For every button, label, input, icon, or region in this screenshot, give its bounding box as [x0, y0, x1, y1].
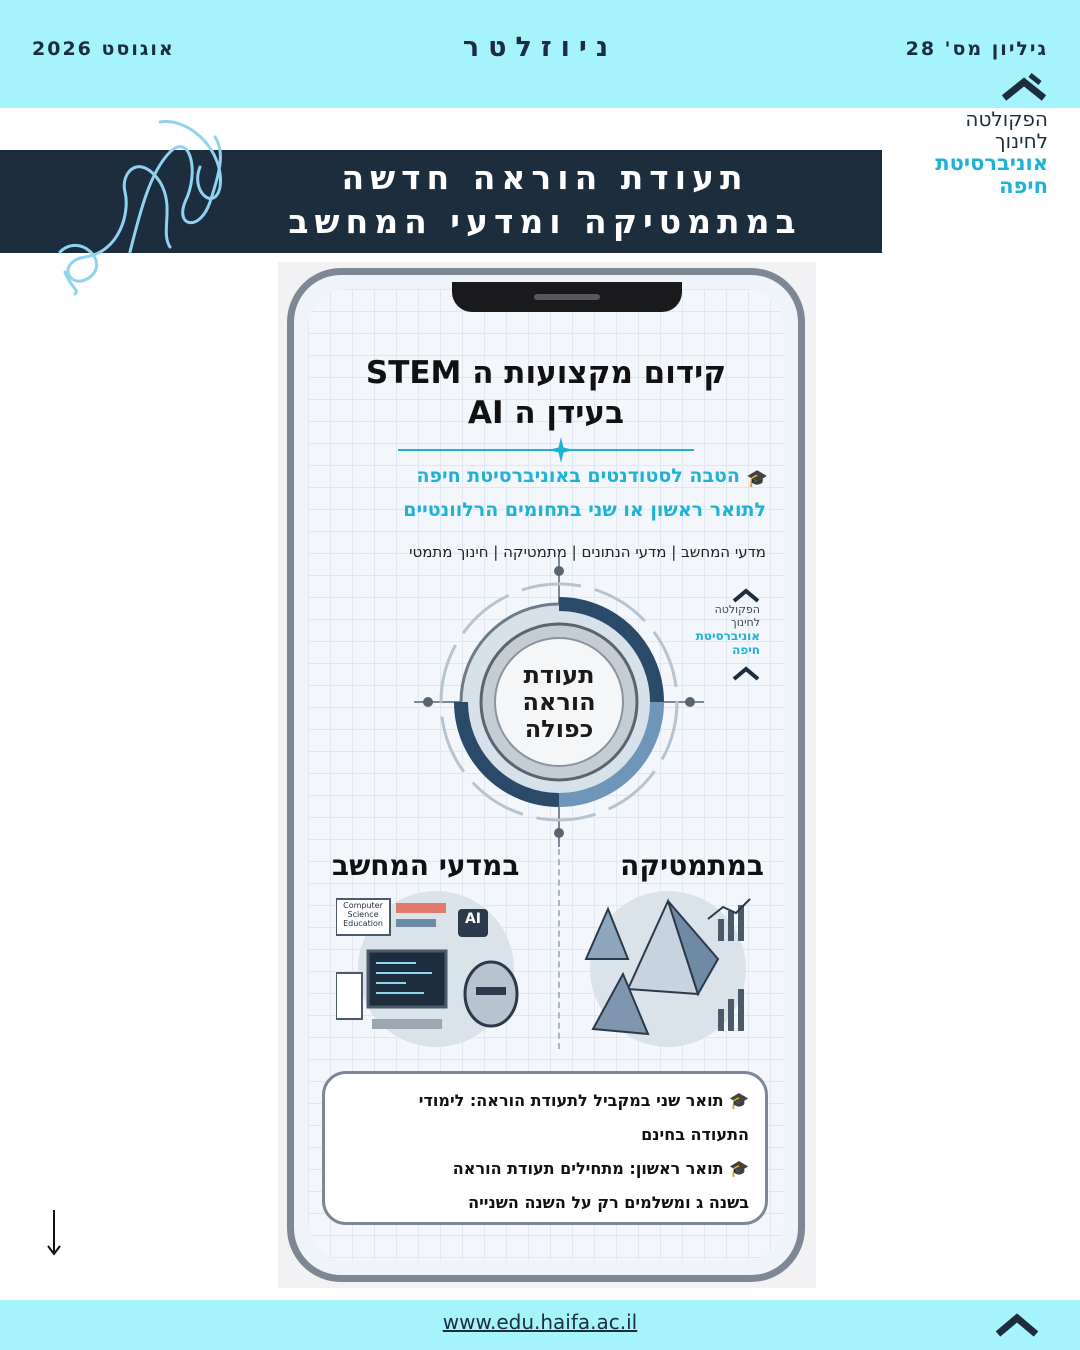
mini-faculty-logo: [670, 585, 760, 681]
sparkle-icon: [548, 437, 574, 463]
banner-line-1: תעודת הוראה חדשה: [341, 158, 749, 197]
newsletter-title: ניוזלטר: [462, 32, 618, 63]
benefit-item-2a-text: תואר ראשון: מתחילים תעודת הוראה: [452, 1159, 724, 1178]
website-link[interactable]: www.edu.haifa.ac.il: [442, 1310, 638, 1334]
ai-label: AI: [464, 911, 482, 927]
math-heading: במתמטיקה: [620, 849, 764, 882]
benefits-box: [322, 1071, 768, 1225]
stem-headline-2: בעידן ה AI: [468, 395, 624, 431]
cs-heading: במדעי המחשב: [332, 849, 520, 882]
mini-logo-line-1: הפקולטה: [714, 603, 760, 616]
logo-line-university: אוניברסיטת: [935, 151, 1048, 175]
footer-bar: [0, 1300, 1080, 1350]
headline-divider: [398, 449, 694, 451]
graduation-cap-icon: 🎓: [746, 469, 768, 489]
logo-line-education: לחינוך: [994, 129, 1048, 153]
fields-list: מדעי המחשב | מדעי הנתונים | מתמטיקה | חינוך מתמטי: [409, 543, 766, 561]
phone-frame: [287, 268, 805, 1282]
dial-line-1: תעודת: [523, 660, 595, 689]
issue-number: גיליון מס' 28: [905, 38, 1048, 60]
dial-line-3: כפולה: [524, 714, 594, 743]
dial-label: [414, 557, 704, 847]
benefit-line-1: הטבה לסטודנטים באוניברסיטת חיפה: [416, 465, 740, 487]
column-separator: [558, 849, 560, 1049]
scribble-decoration-icon: [50, 112, 235, 297]
mini-logo-line-2: לחינוך: [730, 616, 760, 629]
benefit-line-2: לתואר ראשון או שני בתחומים הרלוונטיים: [403, 499, 766, 521]
benefit-item-2b: בשנה ג ומשלמים רק על השנה השנייה: [468, 1193, 749, 1212]
benefit-item-1b: התעודה בחינם: [641, 1125, 749, 1144]
mini-chevron-icon: [732, 663, 760, 681]
arrow-down-icon: [40, 1208, 68, 1258]
chevron-logo-icon: [994, 1308, 1040, 1338]
mini-logo-line-4: חיפה: [732, 643, 760, 657]
benefit-item-1a: [341, 1084, 749, 1118]
logo-line-haifa: חיפה: [999, 174, 1048, 198]
mini-logo-line-3: אוניברסיטת: [695, 629, 760, 643]
phone-screen: [308, 289, 784, 1261]
benefit-item-1a-text: תואר שני במקביל לתעודת הוראה: לימודי: [418, 1091, 724, 1110]
graduation-cap-icon: 🎓: [723, 1091, 749, 1110]
banner-line-2: במתמטיקה ומדעי המחשב: [288, 202, 802, 241]
graduation-cap-icon: 🎓: [723, 1159, 749, 1178]
issue-date: אוגוסט 2026: [32, 38, 175, 60]
stem-headline-1: קידום מקצועות ה STEM: [365, 355, 727, 391]
phone-notch: [452, 282, 682, 312]
dial-line-2: הוראה: [522, 687, 596, 716]
geometry-illustration-icon: [578, 889, 758, 1049]
phone-graphic: [278, 262, 816, 1288]
logo-line-faculty: הפקולטה: [965, 107, 1048, 131]
benefit-item-2a: [341, 1152, 749, 1186]
cs-box-label: Computer Science Education: [343, 901, 383, 928]
mini-chevron-logo-icon: [732, 585, 760, 603]
chevron-logo-icon: [1000, 72, 1048, 102]
